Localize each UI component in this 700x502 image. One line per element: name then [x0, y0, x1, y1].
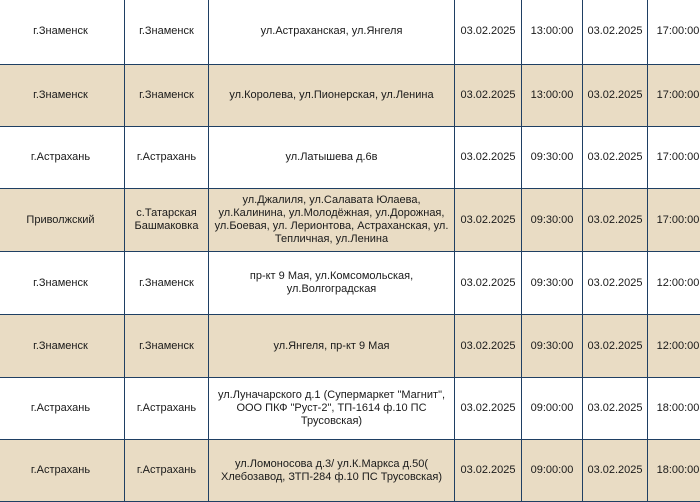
district-cell: г.Знаменск	[0, 65, 125, 127]
locality-cell: г.Астрахань	[125, 378, 209, 440]
start-date-cell: 03.02.2025	[455, 127, 522, 189]
table-row	[0, 0, 700, 65]
start-date-cell: 03.02.2025	[455, 189, 522, 252]
start-time-cell: 09:30:00	[522, 127, 583, 189]
end-date-cell: 03.02.2025	[583, 440, 648, 502]
end-time-cell: 17:00:00	[648, 127, 700, 189]
start-date-cell: 03.02.2025	[455, 0, 522, 65]
locality-cell: г.Знаменск	[125, 0, 209, 65]
table-row	[0, 189, 700, 252]
end-time-cell: 12:00:00	[648, 252, 700, 315]
table-row	[0, 65, 700, 127]
district-cell: г.Астрахань	[0, 378, 125, 440]
start-time-cell: 13:00:00	[522, 0, 583, 65]
locality-cell: г.Астрахань	[125, 440, 209, 502]
district-cell: г.Астрахань	[0, 127, 125, 189]
streets-cell: ул.Латышева д.6в	[209, 127, 455, 189]
table-row	[0, 440, 700, 502]
end-date-cell: 03.02.2025	[583, 378, 648, 440]
start-time-cell: 09:30:00	[522, 252, 583, 315]
end-date-cell: 03.02.2025	[583, 189, 648, 252]
start-date-cell: 03.02.2025	[455, 252, 522, 315]
end-time-cell: 12:00:00	[648, 315, 700, 378]
district-cell: г.Знаменск	[0, 315, 125, 378]
streets-cell: пр-кт 9 Мая, ул.Комсомольская, ул.Волгоградская	[209, 252, 455, 315]
locality-cell: г.Астрахань	[125, 127, 209, 189]
start-date-cell: 03.02.2025	[455, 315, 522, 378]
locality-cell: г.Знаменск	[125, 252, 209, 315]
end-time-cell: 17:00:00	[648, 65, 700, 127]
district-cell: Приволжский	[0, 189, 125, 252]
locality-cell: с.Татарская Башмаковка	[125, 189, 209, 252]
end-date-cell: 03.02.2025	[583, 127, 648, 189]
streets-cell: ул.Джалиля, ул.Салавата Юлаева, ул.Калинина, ул.Молодёжная, ул.Дорожная, ул.Боевая, ул. Лерионтова, Астраханская, ул. Тепличная, ул.Ленина	[209, 189, 455, 252]
locality-cell: г.Знаменск	[125, 315, 209, 378]
start-time-cell: 09:30:00	[522, 189, 583, 252]
start-time-cell: 09:30:00	[522, 315, 583, 378]
district-cell: г.Знаменск	[0, 0, 125, 65]
end-time-cell: 17:00:00	[648, 189, 700, 252]
start-time-cell: 09:00:00	[522, 378, 583, 440]
district-cell: г.Знаменск	[0, 252, 125, 315]
table-row	[0, 127, 700, 189]
table-row	[0, 252, 700, 315]
end-date-cell: 03.02.2025	[583, 65, 648, 127]
streets-cell: ул.Ломоносова д.3/ ул.К.Маркса д.50( Хлебозавод, ЗТП-284 ф.10 ПС Трусовская)	[209, 440, 455, 502]
start-time-cell: 13:00:00	[522, 65, 583, 127]
streets-cell: ул.Луначарского д.1 (Супермаркет "Магнит", ООО ПКФ "Руст-2", ТП-1614 ф.10 ПС Трусовская)	[209, 378, 455, 440]
district-cell: г.Астрахань	[0, 440, 125, 502]
streets-cell: ул.Королева, ул.Пионерская, ул.Ленина	[209, 65, 455, 127]
table-row	[0, 315, 700, 378]
end-time-cell: 18:00:00	[648, 440, 700, 502]
end-date-cell: 03.02.2025	[583, 0, 648, 65]
streets-cell: ул.Астраханская, ул.Янгеля	[209, 0, 455, 65]
locality-cell: г.Знаменск	[125, 65, 209, 127]
end-time-cell: 17:00:00	[648, 0, 700, 65]
start-date-cell: 03.02.2025	[455, 440, 522, 502]
end-date-cell: 03.02.2025	[583, 315, 648, 378]
table-row	[0, 378, 700, 440]
end-time-cell: 18:00:00	[648, 378, 700, 440]
streets-cell: ул.Янгеля, пр-кт 9 Мая	[209, 315, 455, 378]
end-date-cell: 03.02.2025	[583, 252, 648, 315]
start-date-cell: 03.02.2025	[455, 65, 522, 127]
start-date-cell: 03.02.2025	[455, 378, 522, 440]
start-time-cell: 09:00:00	[522, 440, 583, 502]
